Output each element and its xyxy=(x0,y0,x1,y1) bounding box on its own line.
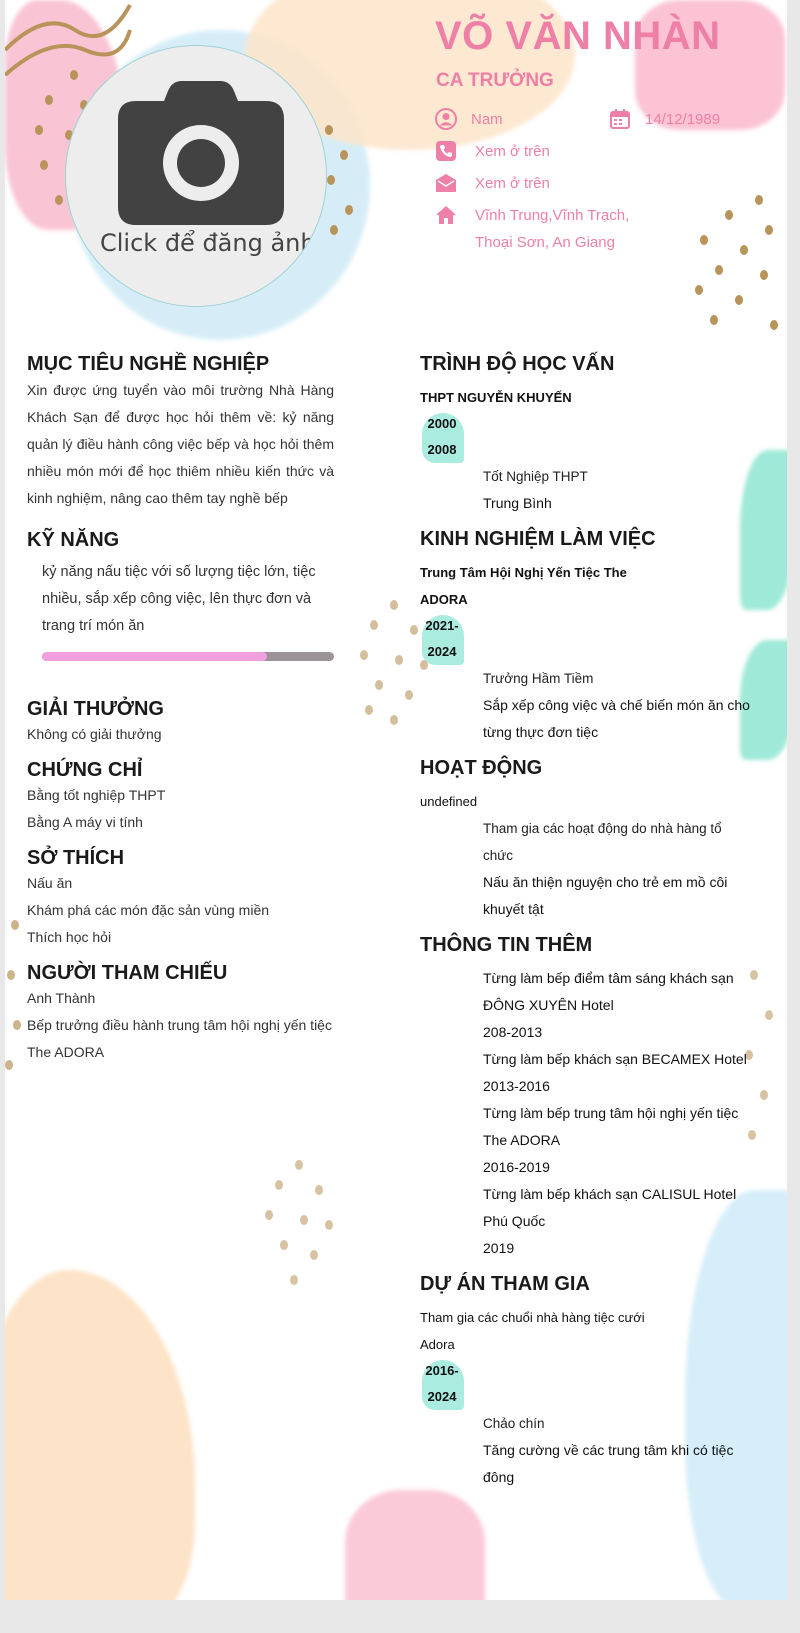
references-title: NGƯỜI THAM CHIẾU xyxy=(27,962,228,984)
candidate-role: CA TRƯỞNG xyxy=(436,70,554,91)
email-row xyxy=(435,170,550,197)
phone-icon xyxy=(435,140,457,162)
education-degree: Tốt Nghiệp THPT xyxy=(483,469,588,484)
more-info-line: Từng làm bếp trung tâm hội nghị yến tiệc The ADORA xyxy=(483,1105,739,1148)
education-section xyxy=(420,353,750,517)
hobbies-section xyxy=(27,847,334,951)
skill-level-fill xyxy=(42,652,267,661)
address-line-1: Vĩnh Trung,Vĩnh Trạch, xyxy=(475,207,630,224)
more-info-line: 2016-2019 xyxy=(483,1159,550,1175)
tan-dots-left-edge xyxy=(5,920,25,1070)
resume-page xyxy=(5,0,787,1600)
activity-role: Tham gia các hoạt động do nhà hàng tổ chức xyxy=(483,821,722,863)
certificates-section xyxy=(27,759,334,836)
birthdate-row xyxy=(609,106,720,133)
right-column xyxy=(420,353,750,1491)
hobby-item: Khám phá các món đặc sản vùng miền xyxy=(27,902,270,918)
skill-level-bar xyxy=(42,652,334,661)
company-name-line-2: ADORA xyxy=(420,592,468,607)
school-name: THPT NGUYỄN KHUYẾN xyxy=(420,390,572,405)
tan-dots-bottom xyxy=(265,1160,345,1290)
more-info-line: 208-2013 xyxy=(483,1024,543,1040)
certificate-item: Bằng A máy vi tính xyxy=(27,814,143,830)
gold-dots-top-right xyxy=(695,195,785,335)
certificate-item: Bằng tốt nghiệp THPT xyxy=(27,787,166,803)
reference-description: Bếp trưởng điều hành trung tâm hội nghị yến tiệc The ADORA xyxy=(27,1017,332,1060)
phone-value: Xem ở trên xyxy=(475,143,550,160)
camera-icon xyxy=(118,81,284,225)
projects-section xyxy=(420,1273,750,1491)
more-info-line: Từng làm bếp điểm tâm sáng khách sạn ĐÔNG XUYÊN Hotel xyxy=(483,970,734,1013)
awards-section xyxy=(27,698,334,748)
education-date xyxy=(420,411,464,463)
more-info-section xyxy=(420,934,750,1262)
experience-title: KINH NGHIỆM LÀM VIỆC xyxy=(420,528,656,550)
activity-item xyxy=(420,788,750,923)
project-date xyxy=(420,1358,464,1410)
education-end-year: 2008 xyxy=(427,442,457,457)
user-icon xyxy=(435,108,457,130)
project-name-line-1: Tham gia các chuổi nhà hàng tiệc cưới xyxy=(420,1310,645,1325)
skill-description: kỷ năng nấu tiệc với số lượng tiệc lớn, tiệc nhiều, sắp xếp công việc, lên thực đơn và trang trí món ăn xyxy=(42,564,316,634)
pink-brush-bottom xyxy=(345,1490,485,1600)
project-end: 2024 xyxy=(427,1389,457,1404)
phone-row xyxy=(435,138,550,165)
envelope-icon xyxy=(435,172,457,194)
activity-description: Nấu ăn thiện nguyện cho trẻ em mồ côi khuyết tật xyxy=(483,874,728,917)
address-row xyxy=(435,202,629,256)
objective-text: Xin được ứng tuyển vào môi trường Nhà Hàng Khách Sạn để được học hỏi thêm về: kỷ năng quản lý điều hành công việc bếp và học hỏi thêm nhiều món mới để học thiêm nhiều kiến thức và kinh nghiệm, nâng cao thêm tay nghề bếp xyxy=(27,382,334,506)
skills-section xyxy=(27,529,334,661)
birthdate-value: 14/12/1989 xyxy=(645,111,721,128)
activity-org: undefined xyxy=(420,794,478,809)
left-column xyxy=(27,353,334,1066)
company-name-line-1: Trung Tâm Hội Nghị Yến Tiệc The xyxy=(420,565,627,580)
certificates-title: CHỨNG CHỈ xyxy=(27,759,143,781)
project-role: Chảo chín xyxy=(483,1416,545,1431)
objective-section xyxy=(27,353,334,512)
more-info-line: Từng làm bếp khách sạn CALISUL Hotel Phú Quốc xyxy=(483,1186,737,1229)
home-icon xyxy=(435,204,457,226)
objective-title: MỤC TIÊU NGHỀ NGHIỆP xyxy=(27,353,270,375)
hobbies-title: SỞ THÍCH xyxy=(27,847,125,869)
projects-title: DỰ ÁN THAM GIA xyxy=(420,1273,590,1295)
experience-item xyxy=(420,559,750,746)
activities-section xyxy=(420,757,750,923)
gender-row xyxy=(435,106,503,133)
project-start: 2016- xyxy=(425,1363,459,1378)
email-value: Xem ở trên xyxy=(475,175,550,192)
avatar-upload[interactable] xyxy=(65,45,327,307)
more-info-line: 2019 xyxy=(483,1240,515,1256)
references-section xyxy=(27,962,334,1066)
address-line-2: Thoại Sơn, An Giang xyxy=(475,234,615,251)
experience-section xyxy=(420,528,750,746)
peach-blob-bottom-left xyxy=(5,1270,195,1600)
gold-swirl-decoration xyxy=(5,0,135,80)
education-grade: Trung Bình xyxy=(483,495,552,511)
more-info-list xyxy=(483,965,750,1262)
experience-end: 2024 xyxy=(427,644,457,659)
skills-title: KỸ NĂNG xyxy=(27,529,120,551)
project-item xyxy=(420,1304,750,1491)
more-info-title: THÔNG TIN THÊM xyxy=(420,934,593,956)
gender-value: Nam xyxy=(471,111,503,128)
education-title: TRÌNH ĐỘ HỌC VẤN xyxy=(420,353,615,375)
project-name-line-2: Adora xyxy=(420,1337,455,1352)
awards-title: GIẢI THƯỞNG xyxy=(27,698,164,720)
experience-date xyxy=(420,613,464,665)
experience-start: 2021- xyxy=(425,618,459,633)
experience-description: Sắp xếp công việc và chế biến món ăn cho từng thực đơn tiệc xyxy=(483,697,750,740)
more-info-line: Từng làm bếp khách sạn BECAMEX Hotel xyxy=(483,1051,747,1067)
more-info-line: 2013-2016 xyxy=(483,1078,550,1094)
reference-name: Anh Thành xyxy=(27,990,96,1006)
calendar-icon xyxy=(609,108,631,130)
project-description: Tăng cường về các trung tâm khi có tiệc đông xyxy=(483,1442,734,1485)
awards-text: Không có giải thưởng xyxy=(27,726,162,742)
hobby-item: Thích học hỏi xyxy=(27,929,112,945)
activities-title: HOẠT ĐỘNG xyxy=(420,757,543,779)
candidate-name: VÕ VĂN NHÀN xyxy=(435,14,721,58)
education-start-year: 2000 xyxy=(427,416,457,431)
gold-dots-top-center xyxy=(325,125,365,235)
education-item xyxy=(420,384,750,517)
experience-position: Trưởng Hầm Tiềm xyxy=(483,671,594,686)
hobby-item: Nấu ăn xyxy=(27,875,73,891)
avatar-upload-label: Click để đăng ảnh xyxy=(100,229,316,257)
